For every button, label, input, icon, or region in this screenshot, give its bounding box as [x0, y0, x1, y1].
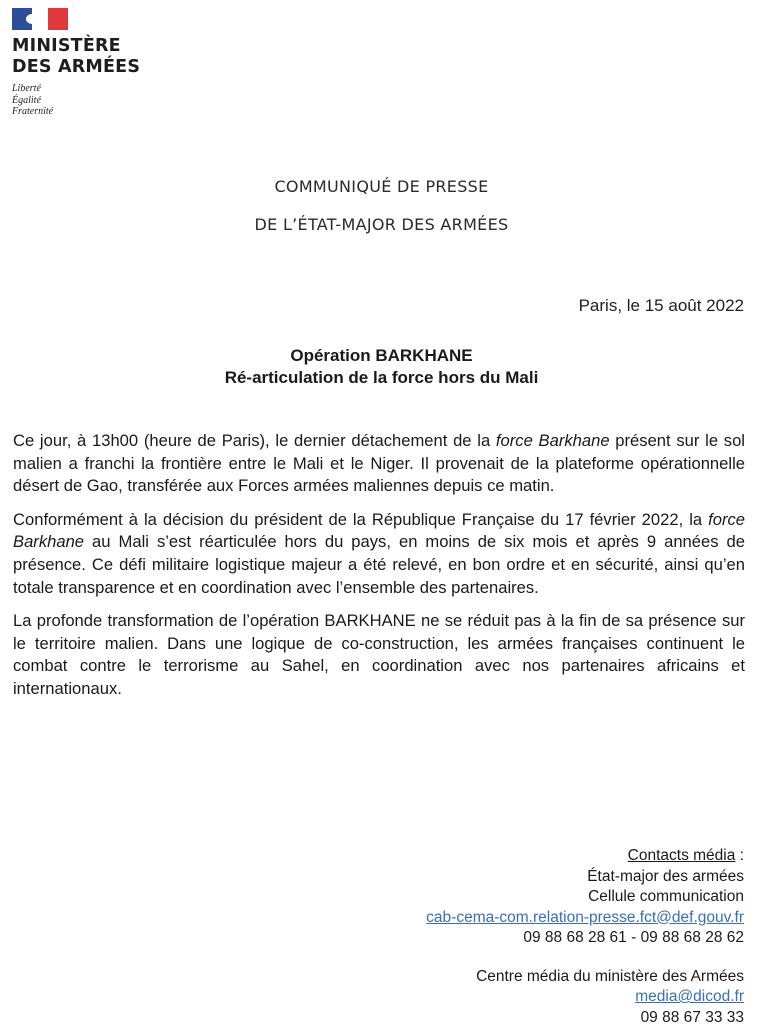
force-name-italic: force Barkhane — [496, 431, 610, 450]
headline — [0, 345, 763, 389]
cma-email-link[interactable]: media@dicod.fr — [635, 988, 744, 1005]
marianne-flag-icon — [12, 8, 68, 30]
dateline: Paris, le 15 août 2022 — [579, 296, 744, 316]
ema-phones: 09 88 68 28 61 - 09 88 68 28 62 — [426, 928, 744, 949]
ministry-name-line1: MINISTÈRE — [12, 36, 162, 57]
paragraph-3: La profonde transformation de l’opération BARKHANE ne se réduit pas à la fin de sa présence sur le territoire malien. Dans une logique de co-construction, les armées françaises continuent le combat contre le terrorisme au Sahel, en coordination avec nos partenaires africains et internationaux. — [13, 610, 745, 700]
force-name-italic: force Barkhane — [13, 510, 745, 552]
ema-unit: Cellule communication — [426, 887, 744, 908]
paragraph-2-text: Conformément à la décision du président de la République Française du 17 février 2022, la — [13, 510, 708, 529]
headline-operation: Opération BARKHANE — [0, 345, 763, 367]
motto-egalite: Égalité — [12, 95, 162, 107]
media-contacts — [426, 846, 744, 1028]
press-release-title-line2: DE L’ÉTAT-MAJOR DES ARMÉES — [0, 215, 763, 234]
motto-liberte: Liberté — [12, 83, 162, 95]
contacts-heading-label: Contacts média — [628, 847, 736, 864]
ema-org: État-major des armées — [426, 867, 744, 888]
body-text — [13, 430, 745, 712]
ministry-logo — [12, 8, 162, 118]
ema-email-link[interactable]: cab-cema-com.relation-presse.fct@def.gouv.fr — [426, 909, 744, 926]
cma-phone: 09 88 67 33 33 — [426, 1008, 744, 1028]
contacts-heading-colon: : — [735, 847, 744, 864]
contacts-heading — [426, 846, 744, 867]
paragraph-2 — [13, 509, 745, 599]
headline-subtitle: Ré-articulation de la force hors du Mali — [0, 367, 763, 389]
paragraph-1 — [13, 430, 745, 498]
ministry-name-line2: DES ARMÉES — [12, 57, 162, 78]
paragraph-2-text-cont: au Mali s’est réarticulée hors du pays, en moins de six mois et après 9 années de présence. Ce défi militaire logistique majeur a été relevé, en bon ordre et en sécurité, ainsi qu’en totale transparence et en coordination avec l’ensemble des partenaires. — [13, 532, 745, 596]
cma-org: Centre média du ministère des Armées — [426, 967, 744, 988]
press-release-title-line1: COMMUNIQUÉ DE PRESSE — [0, 177, 763, 196]
paragraph-1-text: Ce jour, à 13h00 (heure de Paris), le dernier détachement de la — [13, 431, 496, 450]
republic-motto — [12, 83, 162, 118]
motto-fraternite: Fraternité — [12, 106, 162, 118]
paragraph-1-text-cont: présent sur le sol malien a franchi la frontière entre le Mali et le Niger. Il provenait de la plateforme opérationnelle désert de Gao, transférée aux Forces armées maliennes depuis ce matin. — [13, 431, 745, 495]
